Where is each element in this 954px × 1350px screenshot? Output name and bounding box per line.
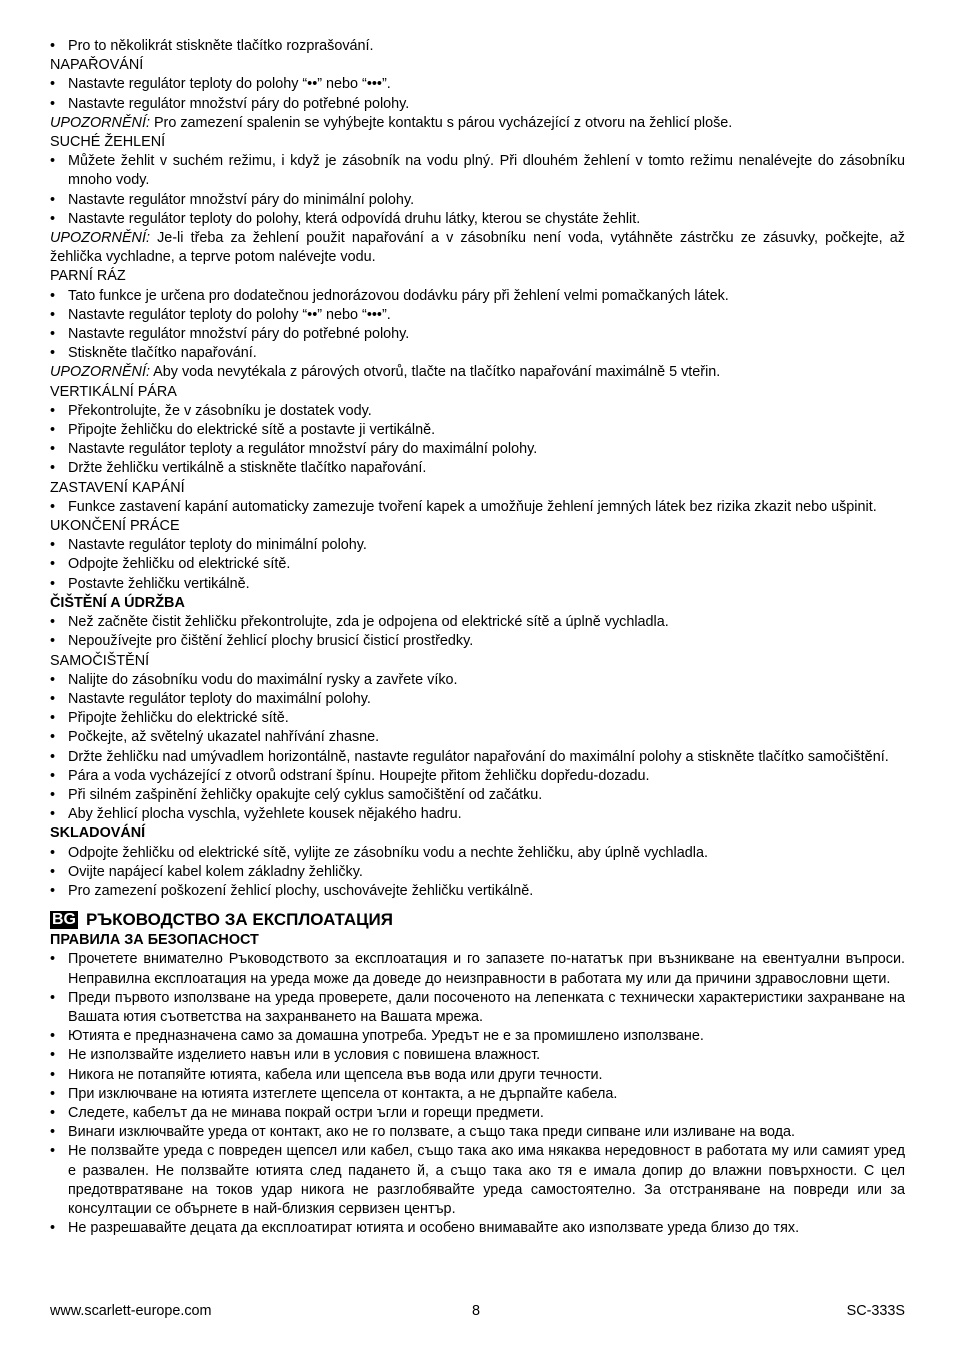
warning-note <box>50 229 905 267</box>
list-item: • Nastavte regulátor množství páry do potřebné polohy. <box>50 325 905 344</box>
list-item: • Postavte žehličku vertikálně. <box>50 575 905 594</box>
section-title-selfclean: SAMOČIŠTĚNÍ <box>50 652 150 669</box>
list-item: • Nastavte regulátor teploty do polohy, která odpovídá druhu látky, kterou se chystáte žehlit. <box>50 210 905 229</box>
list-item: • Pára a voda vycházející z otvorů odstraní špínu. Houpejte přitom žehličku dopředu-dozadu. <box>50 767 905 786</box>
list-item: • Překontrolujte, že v zásobníku je dostatek vody. <box>50 402 905 421</box>
list-item: • Odpojte žehličku od elektrické sítě, vylijte ze zásobníku vodu a nechte žehličku, aby úplně vychladla. <box>50 844 905 863</box>
list-item: • При изключване на ютията изтеглете щепсела от контакта, а не дърпайте кабела. <box>50 1085 905 1104</box>
list-storage <box>50 844 905 902</box>
section-title-vertical: VERTIKÁLNÍ PÁRA <box>50 383 177 400</box>
warning-text: Je-li třeba za žehlení použit napařování a v zásobníku není voda, vytáhněte zástrčku ze zásuvky, počkejte, až žehlička vychladne, a teprve potom nalévejte vodu. <box>50 230 905 266</box>
list-item: • Nepoužívejte pro čištění žehlicí plochy brusicí čisticí prostředky. <box>50 632 905 651</box>
warning-note <box>50 114 905 133</box>
section-title-antidrip: ZASTAVENÍ KAPÁNÍ <box>50 479 185 496</box>
list-item: • Не ползвайте уреда с повреден щепсел или кабел, също така ако има някаква нередовност в работата му или самият уред е развален. Не ползвайте ютията след падането й, а също така ако тя е имала допир до влажни повърхности. С цел предотвратяване на токов удар никога не разглобявайте уреда самостоятелно. За отстраняване на повреди или за консултации се обърнете в най-близкия сервизен център. <box>50 1142 905 1219</box>
list-item: • Nastavte regulátor množství páry do potřebné polohy. <box>50 95 905 114</box>
list-item: • Прочетете внимателно Ръководството за експлоатация и го запазете по-нататък при възникване на евентуални въпроси. Неправилна експлоатация на уреда може да доведе до неизправности в работата му или да причини здравословни щети. <box>50 950 905 988</box>
list-item: • Odpojte žehličku od elektrické sítě. <box>50 555 905 574</box>
list-item: • Следете, кабелът да не минава покрай остри ъгли и горещи предмети. <box>50 1104 905 1123</box>
list-item: • Držte žehličku nad umývadlem horizontálně, nastavte regulátor napařování do maximální polohy a stiskněte tlačítko samočištění. <box>50 748 905 767</box>
list-item: • Stiskněte tlačítko napařování. <box>50 344 905 363</box>
warning-label: UPOZORNĚNÍ: <box>50 230 150 247</box>
document-body <box>50 37 905 1238</box>
bg-subtitle: ПРАВИЛА ЗА БЕЗОПАСНОСТ <box>50 932 259 949</box>
warning-text: Pro zamezení spalenin se vyhýbejte kontaktu s párou vycházející z otvoru na žehlicí ploše. <box>149 114 733 131</box>
list-steam <box>50 75 905 113</box>
list-item: • Pro zamezení poškození žehlicí plochy, uschovávejte žehličku vertikálně. <box>50 882 905 901</box>
list-item: • Aby žehlicí plocha vyschla, vyžehlete kousek nějakého hadru. <box>50 805 905 824</box>
list-item: • Nalijte do zásobníku vodu do maximální rysky a zavřete víko. <box>50 671 905 690</box>
warning-label: UPOZORNĚNÍ: <box>50 114 150 131</box>
list-item: • Nastavte regulátor množství páry do minimální polohy. <box>50 191 905 210</box>
list-item: • Můžete žehlit v suchém režimu, i když je zásobník na vodu plný. Při dlouhém žehlení v tomto režimu nenalévejte do zásobníku mnoho vody. <box>50 152 905 190</box>
footer-model: SC-333S <box>846 1303 905 1319</box>
list-item: • Никога не потапяйте ютията, кабела или щепсела във вода или други течности. <box>50 1066 905 1085</box>
list-spray <box>50 37 905 56</box>
section-title-storage: SKLADOVÁNÍ <box>50 825 146 842</box>
list-item: • Ютията е предназначена само за домашна употреба. Уредът не е за промишлено използване. <box>50 1027 905 1046</box>
list-item: • Tato funkce je určena pro dodatečnou jednorázovou dodávku páry při žehlení velmi pomačkaných látek. <box>50 287 905 306</box>
list-item: • Počkejte, až světelný ukazatel nahřívání zhasne. <box>50 728 905 747</box>
bg-heading <box>50 909 905 931</box>
warning-note <box>50 363 905 382</box>
list-item: • Не разрешавайте децата да експлоатират ютията и особено внимавайте ако използвате уреда близо до тях. <box>50 1219 905 1238</box>
list-item: • Než začněte čistit žehličku překontrolujte, zda je odpojena od elektrické sítě a úplně vychladla. <box>50 613 905 632</box>
list-item: • Nastavte regulátor teploty do polohy “••” nebo “•••”. <box>50 306 905 325</box>
list-item: • Преди първото използване на уреда проверете, дали посоченото на лепенката с технически характеристики захранване на Вашата ютия съответства на захранването на Вашата мрежа. <box>50 989 905 1027</box>
section-title-cleaning: ČIŠTĚNÍ A ÚDRŽBA <box>50 594 185 611</box>
list-item: • Nastavte regulátor teploty do minimální polohy. <box>50 536 905 555</box>
section-title-steam: NAPAŘOVÁNÍ <box>50 57 144 74</box>
warning-label: UPOZORNĚNÍ: <box>50 364 150 381</box>
list-item: • Funkce zastavení kapání automaticky zamezuje tvoření kapek a umožňuje žehlení jemných látek bez rizika zkazit nebo ušpinit. <box>50 498 905 517</box>
list-item: • Nastavte regulátor teploty do polohy “••” nebo “•••”. <box>50 75 905 94</box>
list-dry <box>50 152 905 229</box>
section-title-burst: PARNÍ RÁZ <box>50 268 126 285</box>
list-item: • Ovijte napájecí kabel kolem základny žehličky. <box>50 863 905 882</box>
section-title-finish: UKONČENÍ PRÁCE <box>50 518 180 535</box>
list-bg-safety <box>50 950 905 1238</box>
list-item: • Připojte žehličku do elektrické sítě. <box>50 709 905 728</box>
list-item: • Nastavte regulátor teploty a regulátor množství páry do maximální polohy. <box>50 440 905 459</box>
list-item: • Držte žehličku vertikálně a stiskněte tlačítko napařování. <box>50 459 905 478</box>
bg-heading-text: РЪКОВОДСТВО ЗА ЕКСПЛОАТАЦИЯ <box>86 910 393 930</box>
list-item: • Při silném zašpinění žehličky opakujte celý cyklus samočištění od začátku. <box>50 786 905 805</box>
section-title-dry: SUCHÉ ŽEHLENÍ <box>50 134 166 151</box>
list-item: • Pro to několikrát stiskněte tlačítko rozprašování. <box>50 37 905 56</box>
warning-text: Aby voda nevytékala z párových otvorů, tlačte na tlačítko napařování maximálně 5 vteřin. <box>149 364 721 381</box>
list-selfclean <box>50 671 905 825</box>
list-item: • Не използвайте изделието навън или в условия с повишена влажност. <box>50 1046 905 1065</box>
footer-page-number: 8 <box>472 1303 481 1319</box>
language-badge: BG <box>52 911 76 929</box>
list-item: • Připojte žehličku do elektrické sítě a postavte ji vertikálně. <box>50 421 905 440</box>
list-finish <box>50 536 905 594</box>
list-item: • Nastavte regulátor teploty do maximální polohy. <box>50 690 905 709</box>
list-cleaning <box>50 613 905 651</box>
list-burst <box>50 287 905 364</box>
list-antidrip <box>50 498 905 517</box>
list-vertical <box>50 402 905 479</box>
list-item: • Винаги изключвайте уреда от контакт, ако не го ползвате, а също така преди сипване или изливане на вода. <box>50 1123 905 1142</box>
footer-website: www.scarlett-europe.com <box>50 1303 212 1319</box>
